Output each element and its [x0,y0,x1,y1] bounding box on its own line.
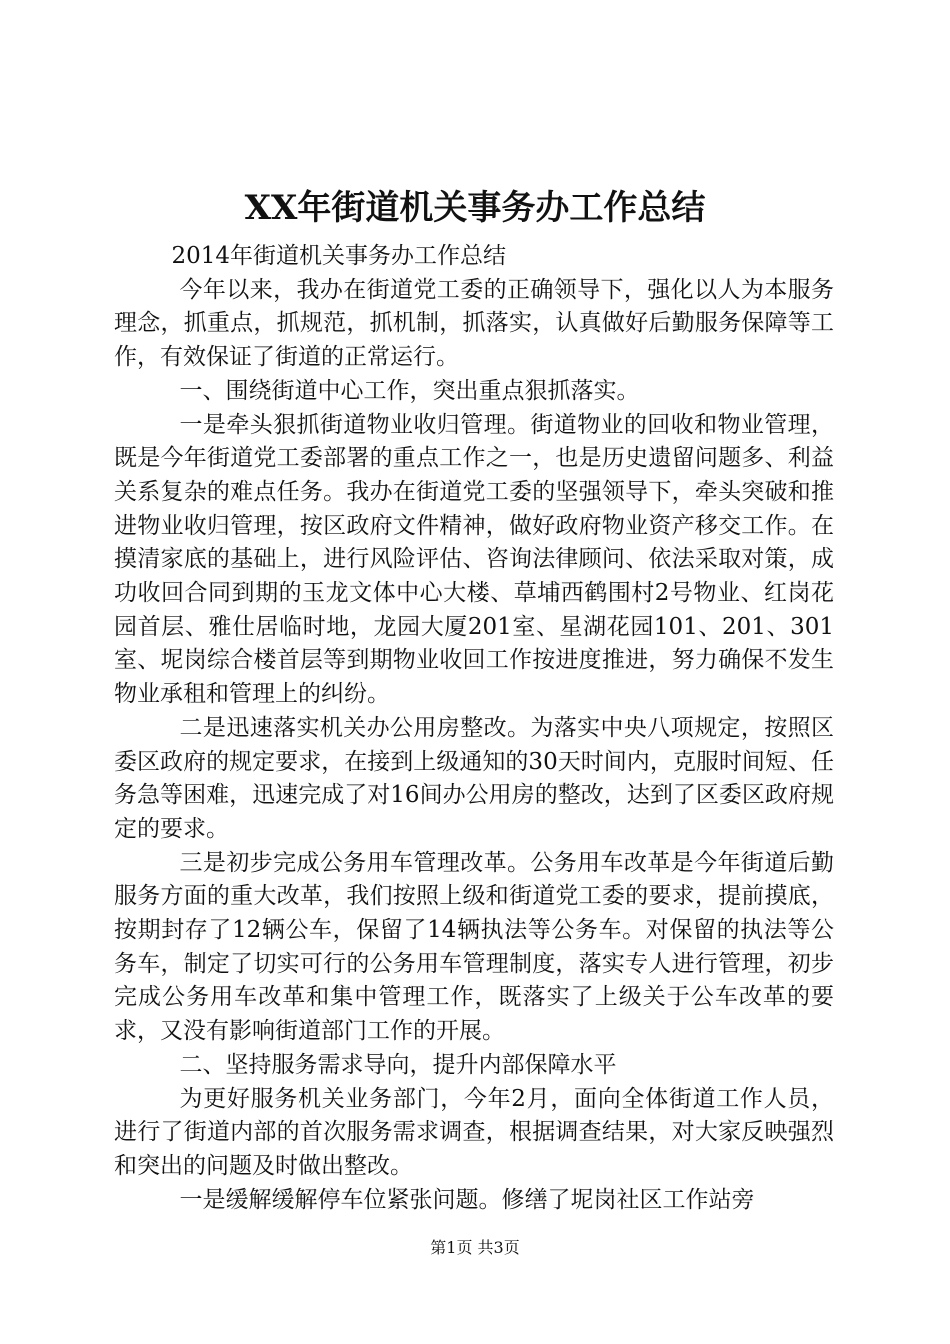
body-paragraph: 一是牵头狠抓街道物业收归管理。街道物业的回收和物业管理，既是今年街道党工委部署的重点工作之一，也是历史遗留问题多、利益关系复杂的难点任务。我办在街道党工委的坚强领导下，牵头突破和推进物业收归管理，按区政府文件精神，做好政府物业资产移交工作。在摸清家底的基础上，进行风险评估、咨询法律顾问、依法采取对策，成功收回合同到期的玉龙文体中心大楼、草埔西鹤围村2号物业、红岗花园首层、雅仕居临时地，龙园大厦201室、星湖花园101、201、301室、坭岗综合楼首层等到期物业收回工作按进度推进，努力确保不发生物业承租和管理上的纠纷。 [114,411,834,708]
document-title: XX年街道机关事务办工作总结 [244,188,706,228]
body-paragraph: 为更好服务机关业务部门，今年2月，面向全体街道工作人员，进行了街道内部的首次服务需求调查，根据调查结果，对大家反映强烈和突出的问题及时做出整改。 [114,1085,834,1179]
body-paragraph: 三是初步完成公务用车管理改革。公务用车改革是今年街道后勤服务方面的重大改革，我们按照上级和街道党工委的要求，提前摸底，按期封存了12辆公车，保留了14辆执法等公务车。对保留的执法等公务车，制定了切实可行的公务用车管理制度，落实专人进行管理，初步完成公务用车改革和集中管理工作，既落实了上级关于公车改革的要求，又没有影响街道部门工作的开展。 [114,849,834,1045]
intro-paragraph: 今年以来，我办在街道党工委的正确领导下，强化以人为本服务理念，抓重点，抓规范，抓机制，抓落实，认真做好后勤服务保障等工作，有效保证了街道的正常运行。 [114,276,834,371]
document-body [114,240,834,1217]
section-heading-2: 二、坚持服务需求导向，提升内部保障水平 [179,1051,617,1078]
subtitle-paragraph: 2014年街道机关事务办工作总结 [171,243,507,269]
page-number-footer: 第1页 共3页 [430,1238,520,1257]
section-heading-1: 一、围绕街道中心工作，突出重点狠抓落实。 [179,377,640,404]
body-paragraph: 二是迅速落实机关办公用房整改。为落实中央八项规定，按照区委区政府的规定要求，在接到上级通知的30天时间内，克服时间短、任务急等困难，迅速完成了对16间办公用房的整改，达到了区委区政府规定的要求。 [114,714,834,842]
body-paragraph: 一是缓解缓解停车位紧张问题。修缮了坭岗社区工作站旁 [179,1186,755,1213]
